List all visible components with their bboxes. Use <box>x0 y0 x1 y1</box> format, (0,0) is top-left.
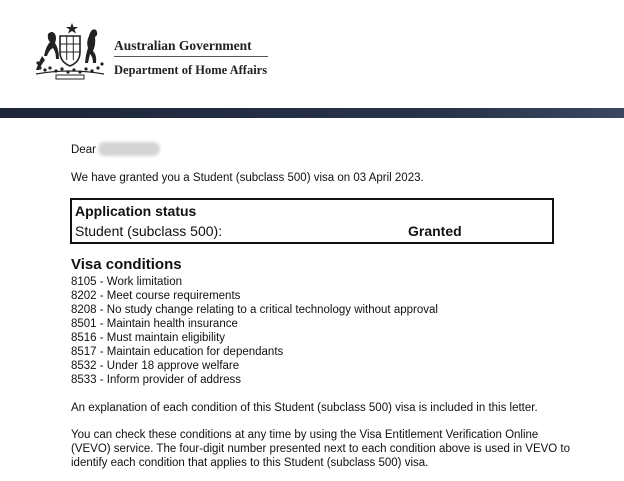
status-value: Granted <box>408 223 462 239</box>
condition-item: 8516 - Must maintain eligibility <box>71 332 226 344</box>
condition-item: 8208 - No study change relating to a critical technology without approval <box>71 304 438 316</box>
condition-item: 8517 - Maintain education for dependants <box>71 346 284 358</box>
header-banner <box>0 108 624 118</box>
department-name: Department of Home Affairs <box>114 63 268 77</box>
condition-item: 8532 - Under 18 approve welfare <box>71 360 240 372</box>
redacted-name <box>98 142 160 156</box>
grant-sentence: We have granted you a Student (subclass 500) visa on 03 April 2023. <box>71 172 424 184</box>
divider <box>114 56 268 57</box>
status-label: Student (subclass 500): <box>75 223 223 239</box>
government-name: Australian Government <box>114 38 252 53</box>
condition-item: 8533 - Inform provider of address <box>71 374 242 386</box>
status-title: Application status <box>75 203 197 219</box>
condition-item: 8105 - Work limitation <box>71 276 182 288</box>
conditions-explanation: An explanation of each condition of this Student (subclass 500) visa is included in this letter. <box>71 402 538 414</box>
condition-item: 8202 - Meet course requirements <box>71 290 241 302</box>
coat-of-arms-icon <box>34 22 106 80</box>
conditions-list <box>71 275 438 387</box>
vevo-paragraph: You can check these conditions at any time by using the Visa Entitlement Verification Online (VEVO) service. The four-digit number presented next to each condition above is used in VEVO to identify each condition that applies to this Student (subclass 500) visa. <box>71 429 571 469</box>
letterhead <box>0 0 624 108</box>
condition-item: 8501 - Maintain health insurance <box>71 318 238 330</box>
salutation: Dear <box>71 144 96 156</box>
application-status-box <box>70 198 554 244</box>
conditions-heading: Visa conditions <box>71 256 182 273</box>
